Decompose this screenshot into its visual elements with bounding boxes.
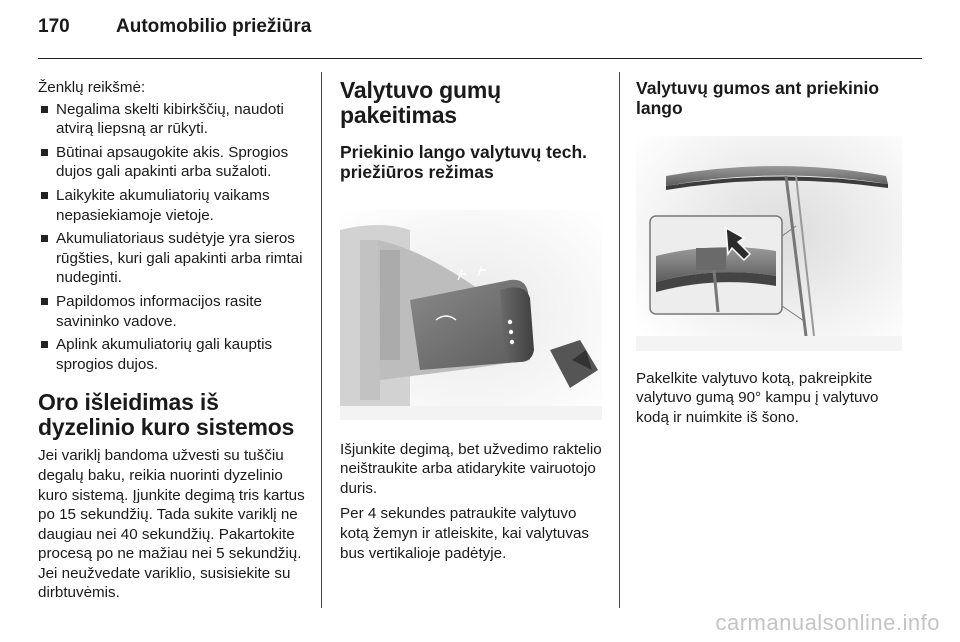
- list-item-text: Akumuliatoriaus sudėtyje yra sieros rūgšties, kuri gali apakinti arba rimtai nudeginti.: [56, 230, 303, 287]
- list-item: [38, 100, 310, 139]
- subheading-service-mode: Priekinio lango valytuvų tech. priežiūros režimas: [340, 142, 588, 182]
- list-item-text: Būtinai apsaugokite akis. Sprogios dujos gali apakinti arba sužaloti.: [56, 143, 289, 181]
- list-item: [38, 335, 310, 374]
- bullet-icon: [41, 149, 48, 156]
- symbols-intro: Ženklų reikšmė:: [38, 79, 146, 96]
- list-item-text: Negalima skelti kibirkščių, naudoti atvirą liepsną ar rūkyti.: [56, 100, 284, 138]
- section-heading-wiper-blades: Valytuvo gumų pakeitimas: [340, 77, 501, 128]
- column-1: [38, 78, 310, 609]
- column-2: [340, 78, 605, 569]
- list-item-text: Papildomos informacijos rasite savininko vadove.: [56, 292, 262, 330]
- blade-removal-paragraph: Pakelkite valytuvo kotą, pakreipkite valytuvo gumą 90° kampu į valytuvo kodą ir nuimkite iš šono.: [636, 369, 879, 426]
- list-item: [38, 229, 310, 288]
- fuel-bleeding-paragraph: Jei variklį bandoma užvesti su tuščiu degalų baku, reikia nuorinti dyzelinio kuro sistemą. Įjunkite degimą tris kartus po 15 sekundžių. Tada sukite variklį ne daugiau nei 40 sekundžių. Pakartokite procesą po ne mažiau nei 5 sekundžių. Jei neužvedate variklio, susisiekite su dirbtuvėmis.: [38, 447, 305, 602]
- bullet-icon: [41, 192, 48, 199]
- subheading-windscreen-blades: Valytuvų gumos ant priekinio lango: [636, 78, 880, 118]
- page-number: 170: [38, 16, 70, 37]
- bullet-icon: [41, 298, 48, 305]
- wiper-blade-illustration: [636, 136, 902, 351]
- list-item: [38, 292, 310, 331]
- list-item-text: Aplink akumuliatorių gali kauptis sprogios dujos.: [56, 336, 273, 373]
- bullet-icon: [41, 235, 48, 242]
- page-title: Automobilio priežiūra: [116, 16, 312, 37]
- section-heading-fuel-bleeding: Oro išleidimas iš dyzelinio kuro sistemos: [38, 389, 295, 441]
- list-item: [38, 143, 310, 182]
- bullet-icon: [41, 106, 48, 113]
- list-item-text: Laikykite akumuliatorių vaikams nepasiekiamoje vietoje.: [56, 186, 270, 224]
- column-divider-2: [619, 72, 620, 608]
- page-header: [38, 16, 311, 38]
- column-divider-1: [321, 72, 322, 608]
- service-mode-paragraph-1: Išjunkite degimą, bet užvedimo raktelio neištraukite arba atidarykite vairuotojo duris.: [340, 440, 602, 497]
- list-item: [38, 186, 310, 225]
- wiper-stalk-illustration: [340, 210, 602, 420]
- warning-list: [38, 100, 310, 375]
- service-mode-paragraph-2: Per 4 sekundes patraukite valytuvo kotą žemyn ir atleiskite, kai valytuvas bus vertikalioje padėtyje.: [340, 505, 589, 562]
- bullet-icon: [41, 341, 48, 348]
- header-rule: [38, 58, 922, 59]
- column-3: [636, 78, 906, 433]
- watermark: carmanualsonline.info: [715, 610, 940, 635]
